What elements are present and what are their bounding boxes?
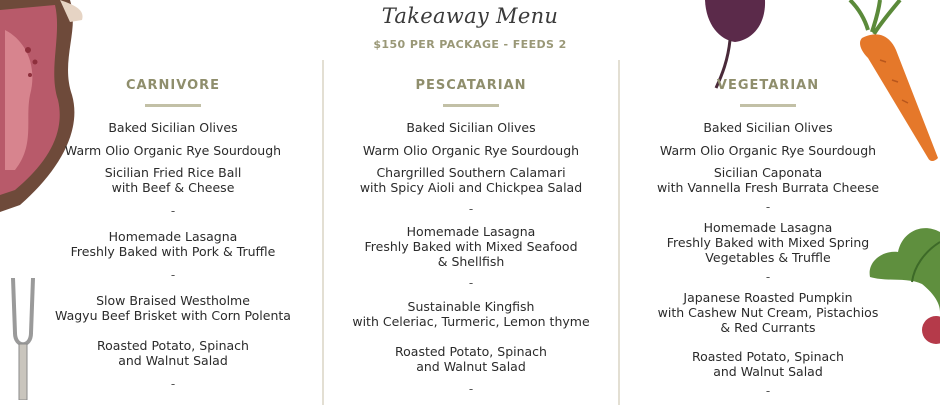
menu-item: with Cashew Nut Cream, Pistachios <box>657 305 879 320</box>
menu-item: and Walnut Salad <box>118 353 228 368</box>
heading-rule <box>740 104 796 107</box>
course-separator: - <box>468 382 474 396</box>
menu-item: Roasted Potato, Spinach <box>97 338 249 353</box>
menu-item: with Vannella Fresh Burrata Cheese <box>656 180 880 195</box>
course-separator: - <box>765 270 771 284</box>
menu-item: with Celeriac, Turmeric, Lemon thyme <box>352 314 590 329</box>
menu-item: Freshly Baked with Mixed Spring <box>666 235 870 250</box>
column-divider <box>618 60 620 405</box>
menu-item: Japanese Roasted Pumpkin <box>683 290 853 305</box>
menu-item: Sicilian Fried Rice Ball <box>104 165 242 180</box>
menu-item: & Shellfish <box>437 254 505 269</box>
course-separator: - <box>468 202 474 216</box>
menu-item: Slow Braised Westholme <box>96 293 250 308</box>
menu-item: and Walnut Salad <box>713 364 823 379</box>
menu-item: Homemade Lasagna <box>108 229 238 244</box>
menu-item: Warm Olio Organic Rye Sourdough <box>659 143 877 158</box>
menu-item: Baked Sicilian Olives <box>406 120 536 135</box>
menu-item: Baked Sicilian Olives <box>703 120 833 135</box>
heading-rule <box>443 104 499 107</box>
menu-item: Freshly Baked with Mixed Seafood <box>364 239 578 254</box>
menu-item: Roasted Potato, Spinach <box>395 344 547 359</box>
course-separator: - <box>468 276 474 290</box>
price-subtitle: $150 PER PACKAGE - FEEDS 2 <box>373 38 567 51</box>
menu-item: Warm Olio Organic Rye Sourdough <box>362 143 580 158</box>
menu-item: Freshly Baked with Pork & Truffle <box>70 244 276 259</box>
menu-item: & Red Currants <box>720 320 816 335</box>
menu-item: with Beef & Cheese <box>111 180 235 195</box>
column-heading: CARNIVORE <box>125 78 221 93</box>
menu-item: Sicilian Caponata <box>713 165 823 180</box>
course-separator: - <box>765 200 771 214</box>
course-separator: - <box>170 204 176 218</box>
menu-item: Warm Olio Organic Rye Sourdough <box>64 143 282 158</box>
menu-item: Chargrilled Southern Calamari <box>376 165 566 180</box>
menu-item: Homemade Lasagna <box>406 224 536 239</box>
menu-item: Baked Sicilian Olives <box>108 120 238 135</box>
course-separator: - <box>765 384 771 398</box>
menu-item: Sustainable Kingfish <box>407 299 535 314</box>
column-heading: PESCATARIAN <box>415 78 527 93</box>
column-divider <box>322 60 324 405</box>
course-separator: - <box>170 268 176 282</box>
menu-item: Vegetables & Truffle <box>705 250 831 265</box>
column-heading: VEGETARIAN <box>716 78 820 93</box>
heading-rule <box>145 104 201 107</box>
menu-item: and Walnut Salad <box>416 359 526 374</box>
course-separator: - <box>170 377 176 391</box>
menu-item: Wagyu Beef Brisket with Corn Polenta <box>55 308 291 323</box>
menu-item: Roasted Potato, Spinach <box>692 349 844 364</box>
menu-item: with Spicy Aioli and Chickpea Salad <box>359 180 583 195</box>
menu-title: Takeaway Menu <box>381 4 559 28</box>
menu-item: Homemade Lasagna <box>703 220 833 235</box>
